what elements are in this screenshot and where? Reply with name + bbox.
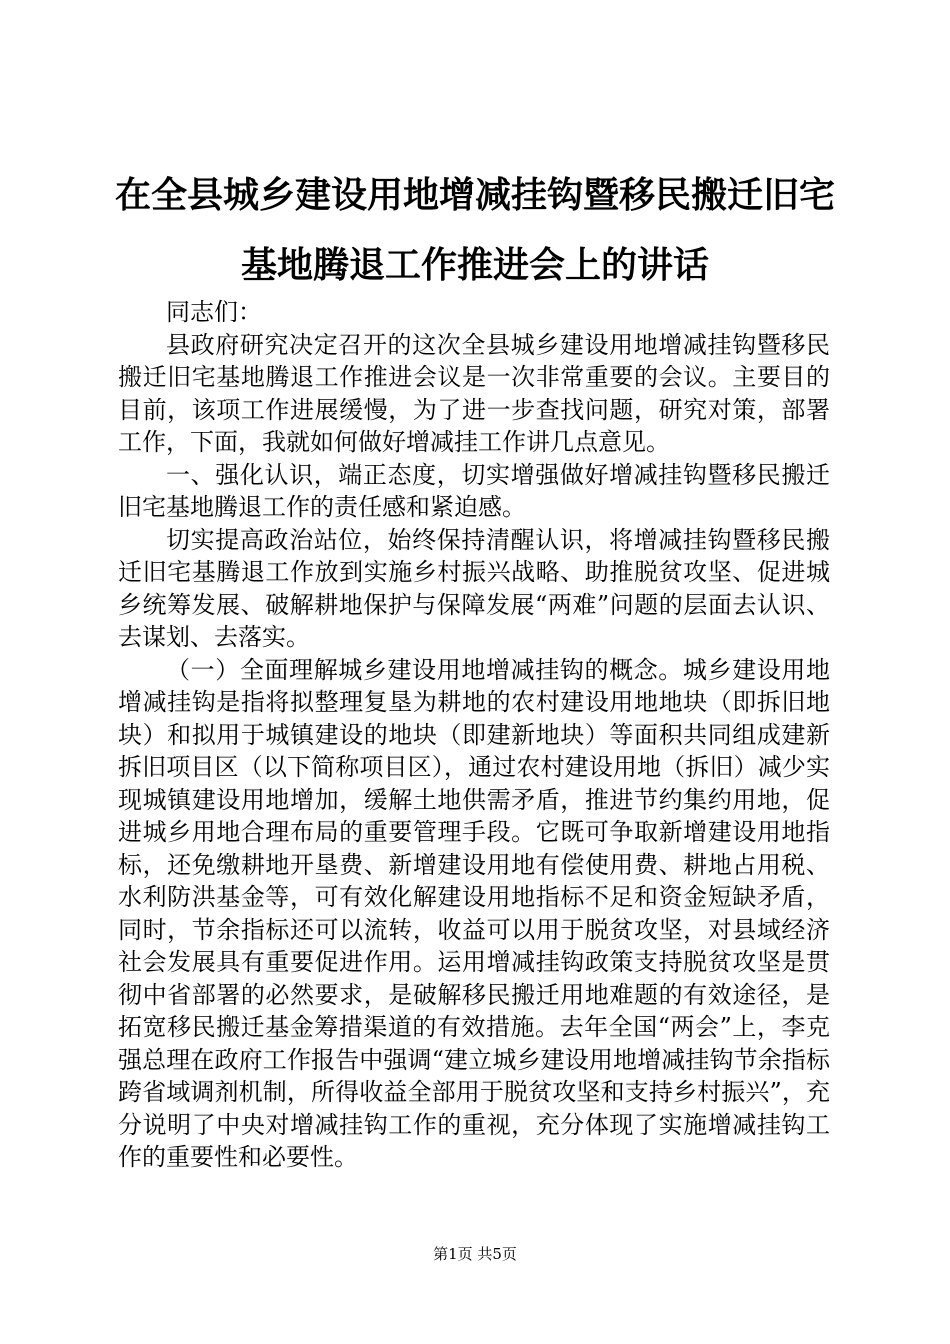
body-paragraph: 县政府研究决定召开的这次全县城乡建设用地增减挂钩暨移民搬迁旧宅基地腾退工作推进会议是一次非常重要的会议。主要目的目前，该项工作进展缓慢，为了进一步查找问题，研究对策，部署工作，下面，我就如何做好增减挂工作讲几点意见。: [118, 330, 830, 456]
body-paragraph: 切实提高政治站位，始终保持清醒认识，将增减挂钩暨移民搬迁旧宅基腾退工作放到实施乡村振兴战略、助推脱贫攻坚、促进城乡统筹发展、破解耕地保护与保障发展“两难”问题的层面去认识、去谋划、去落实。: [118, 525, 830, 651]
document-body: [118, 296, 830, 1174]
page-footer: 第1页 共5页: [433, 1245, 517, 1263]
body-paragraph: （一）全面理解城乡建设用地增减挂钩的概念。城乡建设用地增减挂钩是指将拟整理复垦为耕地的农村建设用地地块（即拆旧地块）和拟用于城镇建设的地块（即建新地块）等面积共同组成建新拆旧项目区（以下简称项目区），通过农村建设用地（拆旧）减少实现城镇建设用地增加，缓解土地供需矛盾，推进节约集约用地，促进城乡用地合理布局的重要管理手段。它既可争取新增建设用地指标，还免缴耕地开垦费、新增建设用地有偿使用费、耕地占用税、水利防洪基金等，可有效化解建设用地指标不足和资金短缺矛盾，同时，节余指标还可以流转，收益可以用于脱贫攻坚，对县域经济社会发展具有重要促进作用。运用增减挂钩政策支持脱贫攻坚是贯彻中省部署的必然要求，是破解移民搬迁用地难题的有效途径，是拓宽移民搬迁基金筹措渠道的有效措施。去年全国“两会”上，李克强总理在政府工作报告中强调“建立城乡建设用地增减挂钩节余指标跨省域调剂机制，所得收益全部用于脱贫攻坚和支持乡村振兴”，充分说明了中央对增减挂钩工作的重视，充分体现了实施增减挂钩工作的重要性和必要性。: [118, 655, 830, 1171]
document-title: [100, 160, 850, 300]
document-title-line-1: 在全县城乡建设用地增减挂钩暨移民搬迁旧宅: [114, 174, 835, 216]
salutation: 同志们：: [166, 298, 262, 326]
document-title-line-2: 基地腾退工作推进会上的讲话: [240, 244, 709, 286]
section-heading: 一、强化认识，端正态度，切实增强做好增减挂钩暨移民搬迁旧宅基地腾退工作的责任感和紧迫感。: [118, 460, 830, 521]
